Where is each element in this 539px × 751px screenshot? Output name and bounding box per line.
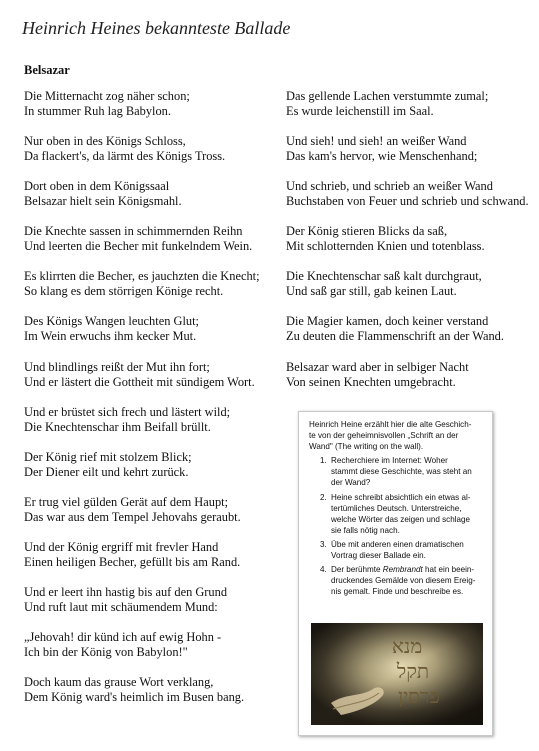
poem-stanza	[286, 269, 531, 299]
task-box	[298, 411, 493, 736]
painting-glyph: פרסין	[397, 684, 441, 708]
poem-stanza	[24, 89, 274, 119]
poem-line: Belsazar hielt sein Königsmahl.	[24, 194, 182, 209]
poem-line: Die Knechtenschar saß kalt durchgraut,	[286, 269, 482, 284]
poem-line: Und sieh! und sieh! an weißer Wand	[286, 134, 467, 149]
poem-column-left	[24, 89, 274, 720]
painting-svg	[311, 623, 483, 725]
poem-line: Zu deuten die Flammenschrift an der Wand.	[286, 329, 504, 344]
poem-line: Dort oben in dem Königssaal	[24, 179, 170, 194]
poem-stanza	[286, 314, 531, 344]
poem-stanza	[24, 495, 274, 525]
poem-line: Die Knechte sassen in schimmernden Reihn	[24, 224, 243, 239]
task-item	[329, 492, 484, 536]
poem-line: Das kam's hervor, wie Menschenhand;	[286, 149, 478, 164]
poem-stanza	[24, 360, 274, 390]
poem-stanza	[24, 675, 274, 705]
poem-line: Da flackert's, da lärmt des Königs Tross.	[24, 149, 226, 164]
task-line: 1. Recherchiere im Internet: Woher	[331, 456, 448, 466]
task-line: 3. Übe mit anderen einen dramatischen	[331, 539, 464, 549]
poem-stanza	[24, 585, 274, 615]
task-line: nis gemalt. Finde und beschreibe es.	[331, 587, 464, 597]
poem-line: Der König stieren Blicks da saß,	[286, 224, 448, 239]
poem-line: Es wurde leichenstill im Saal.	[286, 104, 434, 118]
poem-line: Der Diener eilt und kehrt zurück.	[24, 464, 189, 479]
poem-stanza	[24, 314, 274, 344]
poem-stanza	[286, 224, 531, 254]
poem-line: Und er leert ihn hastig bis auf den Grund	[24, 585, 228, 600]
poem-stanza	[286, 360, 531, 390]
poem-line: Es klirrten die Becher, es jauchzten die Knecht;	[24, 269, 260, 284]
poem-stanza	[286, 179, 531, 209]
task-list	[309, 455, 484, 597]
task-line: druckendes Gemälde von diesem Ereig-	[331, 576, 476, 586]
poem-line: Das war aus dem Tempel Jehovahs geraubt.	[24, 509, 241, 524]
poem-line: Das gellende Lachen verstummte zumal;	[286, 89, 489, 103]
task-line: der Wand?	[331, 478, 371, 488]
poem-line: Und der König ergriff mit frevler Hand	[24, 539, 219, 554]
poem-line: Die Knechtenschar ihm Beifall brüllt.	[24, 419, 211, 434]
poem-line: Buchstaben von Feuer und schrieb und schwand.	[286, 194, 529, 209]
poem-line: Und schrieb, und schrieb an weißer Wand	[286, 179, 493, 194]
poem-stanza	[24, 450, 274, 480]
poem-stanza	[24, 540, 274, 570]
poem-stanza	[286, 134, 531, 164]
task-text: Der berühmte	[331, 565, 383, 575]
painting-glyph: תקל	[396, 659, 430, 683]
task-item	[329, 539, 484, 561]
poem-line: Doch kaum das grause Wort verklang,	[24, 675, 214, 690]
poem-line: Der König rief mit stolzem Blick;	[24, 449, 192, 464]
poem-stanza	[24, 269, 274, 299]
poem-stanza	[286, 89, 531, 119]
poem-stanza	[24, 179, 274, 209]
task-line: sie falls nötig nach.	[331, 525, 400, 535]
task-line: Vortrag dieser Ballade ein.	[331, 551, 426, 561]
poem-line: Mit schlotternden Knien und totenblass.	[286, 239, 485, 254]
poem-line: Und er lästert die Gottheit mit sündigem Wort.	[24, 374, 255, 389]
poem-line: Und saß gar still, gab keinen Laut.	[286, 284, 457, 299]
poem-line: Belsazar ward aber in selbiger Nacht	[286, 359, 469, 374]
task-line: stammt diese Geschichte, was steht an	[331, 467, 472, 477]
poem-line: Im Wein erwuchs ihm kecker Mut.	[24, 329, 197, 344]
poem-line: So klang es dem störrigen Könige recht.	[24, 284, 224, 299]
poem-stanza	[24, 224, 274, 254]
poem-line: Einen heiligen Becher, gefüllt bis am Rand.	[24, 554, 241, 569]
poem-stanza	[24, 405, 274, 435]
page-title: Heinrich Heines bekannteste Ballade	[22, 18, 291, 38]
poem-line: Nur oben in des Königs Schloss,	[24, 134, 186, 149]
task-intro-line: Wand" (The writing on the wall).	[309, 442, 424, 452]
task-text: hat ein beein-	[422, 565, 475, 575]
task-line: tertümliches Deutsch. Unterstreiche,	[331, 503, 462, 513]
poem-line: Und ruft laut mit schäumendem Mund:	[24, 600, 218, 615]
poem-line: Und leerten die Becher mit funkelndem Wein.	[24, 239, 253, 254]
poem-line: „Jehovah! dir künd ich auf ewig Hohn -	[24, 630, 222, 645]
task-line	[331, 564, 484, 575]
task-line: 2. Heine schreibt absichtlich ein etwas al-	[331, 492, 471, 502]
poem-line: Des Königs Wangen leuchten Glut;	[24, 314, 199, 329]
poem-line: In stummer Ruh lag Babylon.	[24, 104, 171, 118]
poem-title: Belsazar	[24, 63, 70, 77]
poem-line: Von seinen Knechten umgebracht.	[286, 374, 456, 389]
task-emphasis: Rembrandt	[382, 565, 423, 575]
poem-line: Die Magier kamen, doch keiner verstand	[286, 314, 489, 329]
task-intro-line: te von der geheimnisvollen „Schrift an der	[309, 431, 459, 441]
poem-column-right	[286, 89, 531, 405]
poem-line: Ich bin der König von Babylon!"	[24, 645, 188, 660]
task-intro	[309, 419, 484, 452]
task-item	[329, 564, 484, 597]
poem-line: Dem König ward's heimlich im Busen bang.	[24, 690, 245, 705]
poem-line: Er trug viel gülden Gerät auf dem Haupt;	[24, 494, 229, 509]
task-intro-line: Heinrich Heine erzählt hier die alte Geschich-	[309, 420, 472, 429]
rembrandt-painting-image	[311, 623, 483, 725]
task-line: welche Wörter das zeigen und schlage	[331, 514, 471, 524]
task-item	[329, 455, 484, 488]
painting-glyph: מנא	[391, 634, 423, 658]
poem-line: Und er brüstet sich frech und lästert wild;	[24, 404, 231, 419]
poem-line: Und blindlings reißt der Mut ihn fort;	[24, 359, 210, 374]
poem-line: Die Mitternacht zog näher schon;	[24, 89, 190, 103]
poem-stanza	[24, 630, 274, 660]
poem-stanza	[24, 134, 274, 164]
